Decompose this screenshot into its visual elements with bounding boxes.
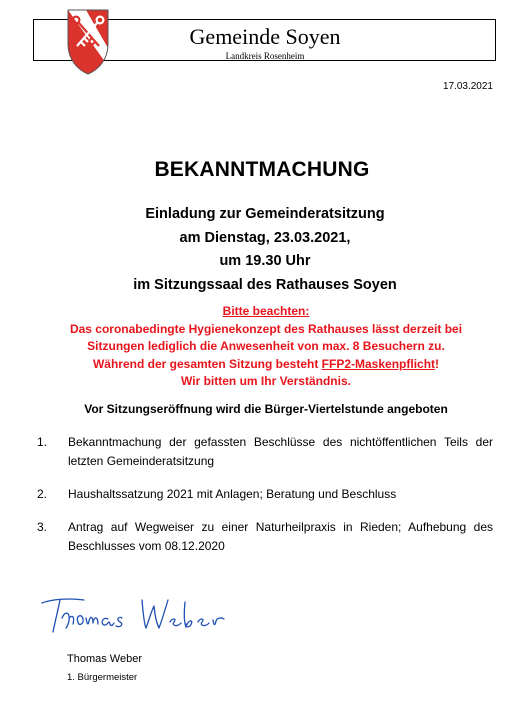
notice-line	[0, 356, 524, 374]
agenda-item	[37, 518, 493, 556]
citizen-quarter-hour-note: Vor Sitzungseröffnung wird die Bürger-Viertelstunde angeboten	[84, 402, 448, 416]
agenda-list	[37, 433, 493, 570]
agenda-item	[37, 433, 493, 471]
agenda-item-text: Bekanntmachung der gefassten Beschlüsse des nichtöffentlichen Teils der letzten Gemeinderatsitzung	[68, 435, 493, 468]
invitation-location: im Sitzungssaal des Rathauses Soyen	[133, 276, 397, 293]
agenda-item-number: 2.	[37, 487, 48, 501]
notice-line: Das coronabedingte Hygienekonzept des Rathauses lässt derzeit bei	[69, 321, 463, 336]
notice-line: Wir bitten um Ihr Verständnis.	[181, 374, 351, 388]
invitation-date: am Dienstag, 23.03.2021,	[179, 229, 351, 246]
invitation-time: um 19.30 Uhr	[219, 253, 311, 269]
agenda-item-number: 3.	[37, 520, 48, 534]
district-name: Landkreis Rosenheim	[225, 51, 305, 61]
handwritten-signature	[38, 594, 233, 636]
document-heading: BEKANNTMACHUNG	[154, 158, 370, 181]
signer-title: 1. Bürgermeister	[67, 672, 138, 683]
notice-line: Sitzungen lediglich die Anwesenheit von max. 8 Besuchern zu.	[87, 339, 445, 353]
invitation-block	[0, 203, 524, 297]
invitation-line: Einladung zur Gemeinderatsitzung	[145, 206, 385, 222]
mask-requirement: FFP2-Maskenpflicht	[321, 356, 436, 371]
signer-name: Thomas Weber	[67, 653, 142, 665]
agenda-item-text: Haushaltssatzung 2021 mit Anlagen; Beratung und Beschluss	[68, 487, 397, 501]
hygiene-notice	[0, 303, 524, 391]
municipality-name: Gemeinde Soyen	[189, 24, 341, 49]
coat-of-arms-icon	[66, 8, 110, 78]
notice-title: Bitte beachten:	[222, 304, 310, 318]
notice-text: !	[435, 356, 440, 371]
agenda-item-text: Antrag auf Wegweiser zu einer Naturheilpraxis in Rieden; Aufhebung des Beschlusses vom 08.12.2020	[68, 520, 493, 553]
agenda-item	[37, 485, 493, 504]
agenda-item-number: 1.	[37, 435, 48, 449]
document-date: 17.03.2021	[442, 81, 493, 92]
notice-text: Während der gesamten Sitzung besteht	[92, 356, 322, 371]
